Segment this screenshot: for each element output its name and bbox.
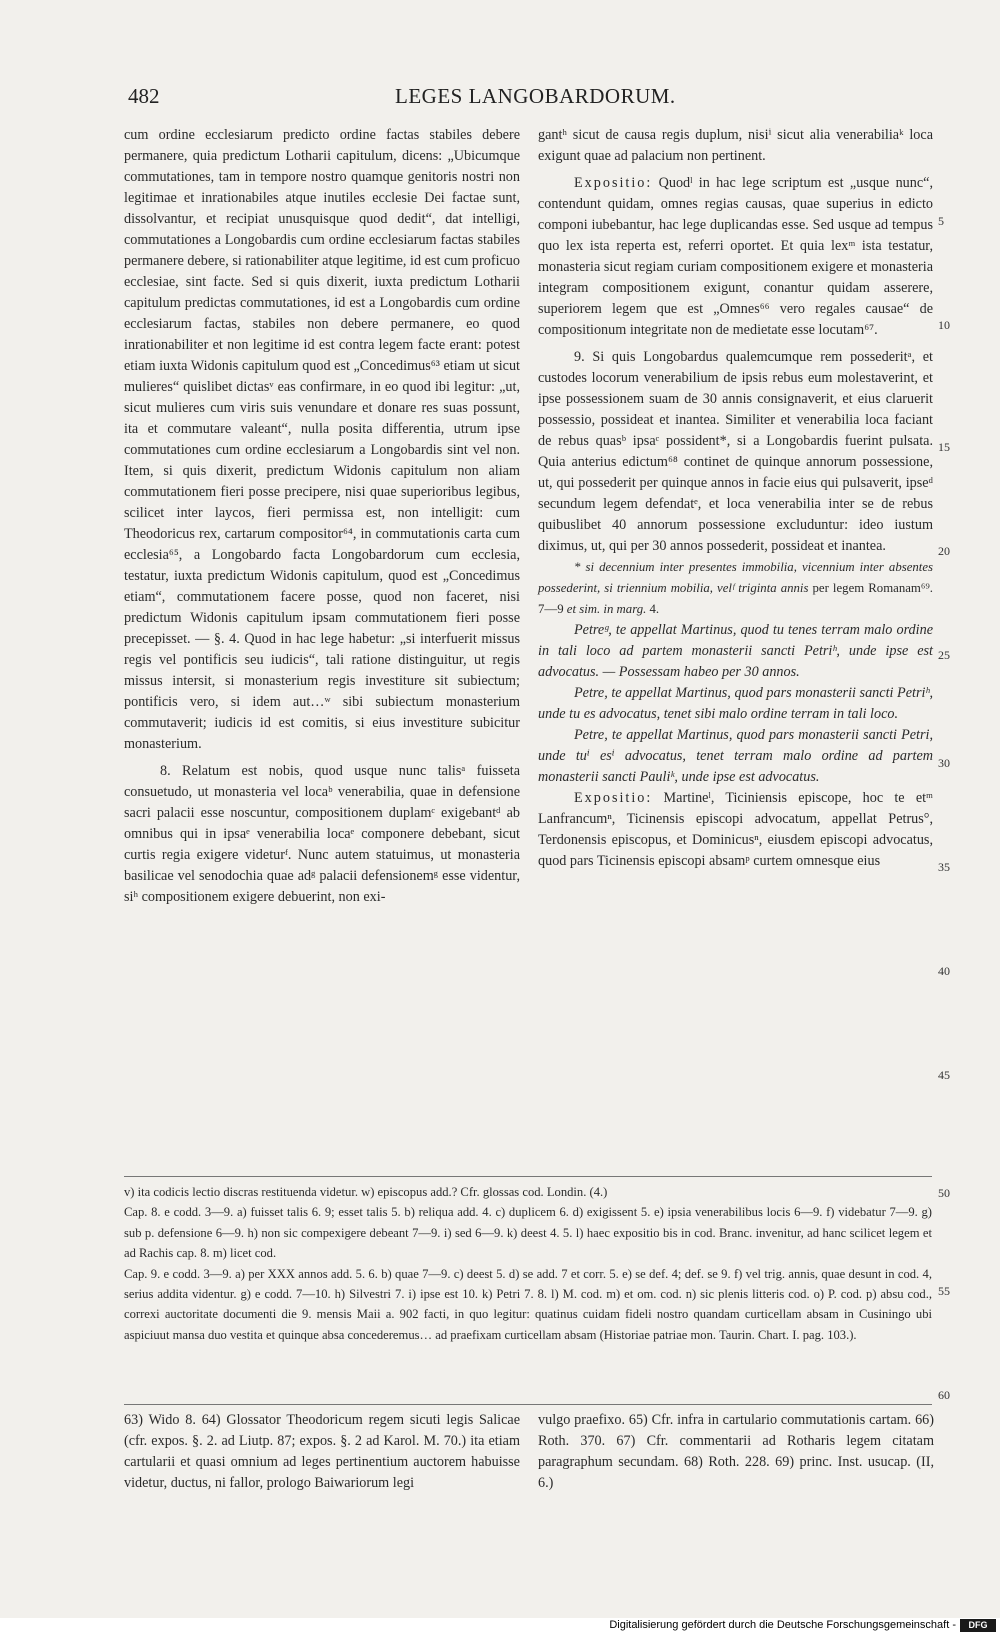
formula-3: Petre, te appellat Martinus, quod pars monasterii sancti Petri, unde tuⁱ esⁱ advocatus, tenet terram malo ordine ad partem monasterii sancti Pauliᵏ, unde ipse est advocatus. <box>538 727 933 785</box>
footnote-text: vulgo praefixo. 65) Cfr. infra in cartulario commutationis cartam. 66) Roth. 370. 67) Cfr. commentarii ad Rotharis legem citatam paragraphum secundam. 68) Roth. 228. 69) princ. Inst. usucap. (II, 6.) <box>538 1412 934 1491</box>
line-number: 60 <box>938 1388 950 1402</box>
marginal-gloss <box>538 557 933 620</box>
dfg-logo: DFG <box>960 1619 996 1632</box>
line-number: 15 <box>938 440 950 454</box>
law-8-paragraph: 8. Relatum est nobis, quod usque nunc talisᵃ fuisseta consuetudo, ut monasteria vel locaᵇ venerabilia, quae in defensione sacri palacii esse noscuntur, compositionem duplamᶜ exigebantᵈ ab omnibus qui in ipsaᵉ venerabilia locaᵉ componere debebant, sicut curtis regia exigere videturᶠ. Nunc autem statuimus, ut monasteria basilicae vel senodochia quae adᵍ palacii defensionemᵍ esse videntur, siʰ compositionem exigere debuerint, non exi- <box>124 763 520 905</box>
left-paragraph-commentary: cum ordine ecclesiarum predicto ordine factas stabiles debere permanere, quia predictum Lotharii capitulum, dicens: „Ubicumque commutationes, tam in tempore nostro quamque genitoris nostri non legitimae et inrationabiles atque inutiles ecclesie Dei factae sunt, dissolvantur, et recipiat unusquisque quod dedit“, dat intelligi, commutationes a Longobardis cum ordine ecclesiarum factas stabiles permanere debere, si rationabiliter atque legitime, id est cum proficuo ecclesiae, sint facte. Sed si quis dixerit, iuxta predictum Lotharii capitulum predictas commutationes, id est a Longobardis cum ordine ecclesiarum factas, stabiles non debere permanere, eo quod inrationabiliter et non legitime id est contra legem facte erant: potest etiam iuxta Widonis capitulum quod est „Concedimus⁶³ etiam ut sicut mulieres“ quislibet dictasᵛ eas confirmare, in eo quod ibi legitur: „ut, sicut mulieres cum viris suis venundare et donare res suas possunt, ita et commutare valeant“, nulla posita differentia, utrum ipse commutationes cum ordine ecclesiarum a Longobardis sint vel non. Item, si quis dixerit, predictum Widonis capitulum non aliam commutationem fieri posse precipere, nisi quae superioribus legibus, scilicet inter laycos, fieri permissa est, non intelligit: cum Theodoricus rex, cartarum compositor⁶⁴, in commutationis carta cum ecclesia⁶⁵, a Longobardo facta Longobardorum cum ecclesia, testatur, iuxta predictum Widonis capitulum, quod est „Concedimus etiam“, commutationem facere posse, quod non faceret, nisi predictum Widonis capitulum ipsam commutationem fieri posse precepisset. — §. 4. Quod in hac lege habetur: „si interfuerit missus regis vel pontificis seu iudicis“, tali ratione distinguitur, ut regis missus intersit, si monasterium regis investiture sit subiectum; pontificis vero, si idem aut…ʷ sibi subiectum monasterium commutaverit; iudicis id est comitis, si eius investiture subicitur monasterium. <box>124 127 520 752</box>
law-9-paragraph: 9. Si quis Longobardus qualemcumque rem possederitᵃ, et custodes locorum venerabilium de ipsis rebus eum molestaverint, et ipse possessionem suam de 30 annis consignaverit, et eius claruerit possessio, possideat et inantea. Similiter et venerabilia loca faciant de rebus quasᵇ ipsaᶜ possident*, si a Longobardis fuerint pulsata. Quia anterius edictum⁶⁸ continet de quinque annorum possessione, ut, qui possederit per quinque annos in facie eius qui pulsaverit, ipseᵈ secundum legem defendatᵉ, et loca venerabilia inter se de rebus quibuslibet 40 annorum possessione excluduntur: ideo iustum diximus, ut, qui per 30 annos possederit, possideat et inantea. <box>538 349 933 554</box>
line-number: 20 <box>938 544 950 558</box>
line-number: 30 <box>938 756 950 770</box>
left-column <box>124 125 520 908</box>
line-number: 25 <box>938 648 950 662</box>
gloss-text: * si decennium inter presentes immobilia, vicennium inter absentes possederint, si triennium mobilia, velᶠ triginta annis <box>538 560 933 595</box>
footnotes-right <box>538 1410 934 1494</box>
expositio-9-text: Martineˡ, Ticiniensis episcope, hoc te etᵐ Lanfrancumⁿ, Ticinensis episcopi advocatum, appellat Petrus°, Terdonensis episcopus, et Dominicusⁿ, eiusdem episcopi advocatus, quod pars Ticinensis episcopi absamᵖ curtem omnesque eius <box>538 790 933 869</box>
formula-1: Petreᵍ, te appellat Martinus, quod tu tenes terram malo ordine in tali loco ad partem monasterii sancti Petriʰ, unde ipse est advocatus. — Possessam habeo per 30 annos. <box>538 622 933 680</box>
line-number: 10 <box>938 318 950 332</box>
funding-credit: Digitalisierung gefördert durch die Deutsche Forschungsgemeinschaft - <box>609 1619 956 1631</box>
apparatus-note: Cap. 8. e codd. 3—9. a) fuisset talis 6. 9; esset talis 5. b) reliqua add. 4. c) duplicem 6. d) exigissent 5. e) ipsia venerabilibus locis 6—9. f) videbatur 7—9. g) sub p. defensione 6—9. h) non sic compexigere debeant 7—9. i) sed 6—9. k) deest 4. 5. l) haec expositio bis in cod. Branc. invenitur, ad hanc scilicet legem et ad Rachis cap. 8. m) licet cod. <box>124 1205 932 1261</box>
expositio-8-text: Quodˡ in hac lege scriptum est „usque nunc“, contendunt quidam, omnes regias causas, quae superius in edicto componi iubebantur, hac lege duplicandas esse. Sed usque ad tempus quo lex ista reperta est, referri oportet. Et quia lexᵐ ista testatur, monasteria sicut regiam curiam compositionem exigere et monasteria integram compositionem exigunt, conantur quidam asserere, superiorem legem que est „Omnes⁶⁶ vero regales causae“ de compositionum integritate non de medietate esse locutam⁶⁷. <box>538 175 933 338</box>
expositio-label: Expositio: <box>574 175 653 191</box>
critical-apparatus <box>124 1182 932 1345</box>
expositio-8 <box>538 173 933 341</box>
apparatus-note: Cap. 9. e codd. 3—9. a) per XXX annos add. 5. 6. b) quae 7—9. c) deest 5. d) se add. 7 et corr. 5. e) se def. 4; def. se 9. f) vel trig. annis, quae desunt in cod. 4, serius addita videntur. g) e codd. 7—10. h) Silvestri 7. i) ipse est 10. k) Petri 7. 8. l) M. cod. m) et om. cod. n) sic plenis litteris cod. o) P. cod. p) absu cod., correxi auctoritate documenti die 9. mensis Maii a. 902 facti, in quo legitur: quatinus cuidam fideli nostro quandam curticellam absam in Cusiningo ubi aspiciuut mansa duo vestita et quinque absa concederemus… ad praefixam curticellam absam (Historiae patriae mon. Taurin. Chart. I. pag. 103.). <box>124 1266 932 1342</box>
formula-2: Petre, te appellat Martinus, quod pars monasterii sancti Petriʰ, unde tu es advocatus, tenet sibi malo ordine terram in tali loco. <box>538 685 933 722</box>
gloss-ref-end: 4. <box>646 602 660 616</box>
gloss-ref-italic: et sim. in marg. <box>566 602 647 616</box>
expositio-label: Expositio: <box>574 790 653 806</box>
page-number: 482 <box>128 84 160 108</box>
running-title: LEGES LANGOBARDORUM. <box>395 84 676 108</box>
footnote-text: 63) Wido 8. 64) Glossator Theodoricum regem sicuti legis Salicae (cfr. expos. §. 2. ad Liutp. 87; expos. §. 2 ad Karol. M. 70.) ita etiam cartularii et quasi omnium ad leges pertinentium auctorem habuisse videtur, ductus, ni fallor, prologo Baiwariorum legi <box>124 1412 520 1491</box>
footnotes-left <box>124 1410 520 1494</box>
line-number: 50 <box>938 1186 950 1200</box>
line-number: 5 <box>938 214 944 228</box>
line-number: 40 <box>938 964 950 978</box>
footer-bar <box>0 1618 1000 1634</box>
line-number: 35 <box>938 860 950 874</box>
notes-divider <box>124 1176 932 1177</box>
right-paragraph-continuation: gantʰ sicut de causa regis duplum, nisiⁱ sicut alia venerabiliaᵏ loca exigunt quae ad palacium non pertinent. <box>538 127 933 164</box>
footnotes-divider <box>124 1404 932 1405</box>
line-number: 45 <box>938 1068 950 1082</box>
expositio-9 <box>538 788 933 872</box>
gloss-ref: per legem Romanam⁶⁹. 7—9 <box>538 581 933 616</box>
right-column <box>538 125 933 872</box>
apparatus-note: v) ita codicis lectio discras restituenda videtur. w) episcopus add.? Cfr. glossas cod. Londin. (4.) <box>124 1185 608 1199</box>
line-number: 55 <box>938 1284 950 1298</box>
